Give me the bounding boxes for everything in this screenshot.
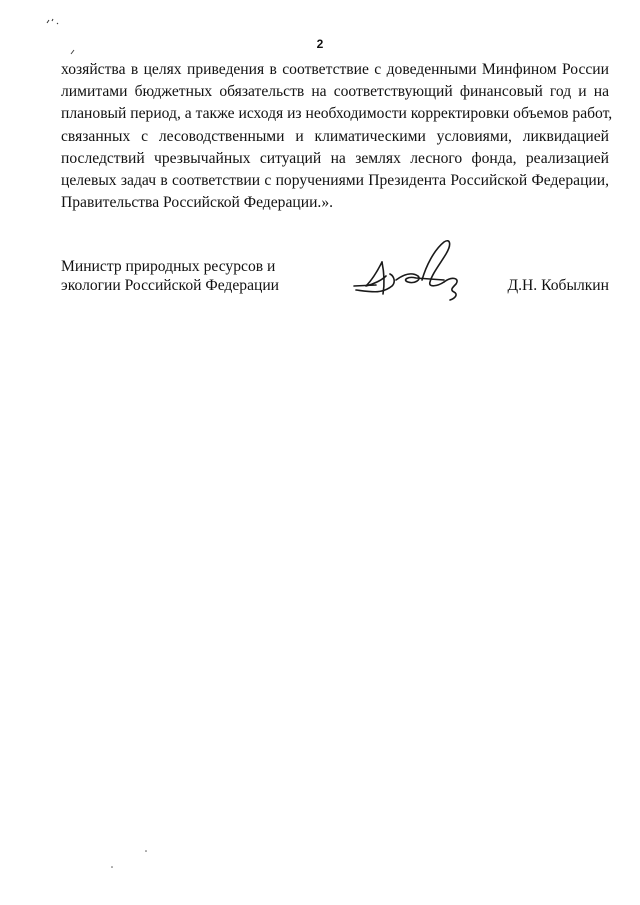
body-line: связанных с лесоводственными и климатическими условиями, ликвидацией (61, 127, 609, 145)
body-line: хозяйства в целях приведения в соответствие с доведенными Минфином России (61, 61, 609, 78)
scan-mark-bottom-left (104, 848, 154, 872)
body-line: последствий чрезвычайных ситуаций на землях лесного фонда, реализацией (61, 149, 609, 167)
signatory-position-line: Министр природных ресурсов и (61, 258, 276, 275)
handwritten-signature (352, 236, 472, 302)
body-line: целевых задач в соответствии с поручениями Президента Российской Федерации, (61, 171, 609, 189)
body-line: лимитами бюджетных обязательств на соответствующий финансовый год и на (61, 83, 609, 101)
signatory-position-line: экологии Российской Федерации (61, 277, 280, 294)
signatory-name: Д.Н. Кобылкин (507, 277, 609, 294)
body-text (61, 59, 613, 214)
body-line: Правительства Российской Федерации.». (61, 194, 334, 212)
scan-mark-top-left (46, 16, 62, 26)
signatory-position (61, 257, 279, 295)
body-line: плановый период, а также исходя из необходимости корректировки объемов работ, (61, 105, 613, 123)
page-number: 2 (316, 37, 324, 51)
